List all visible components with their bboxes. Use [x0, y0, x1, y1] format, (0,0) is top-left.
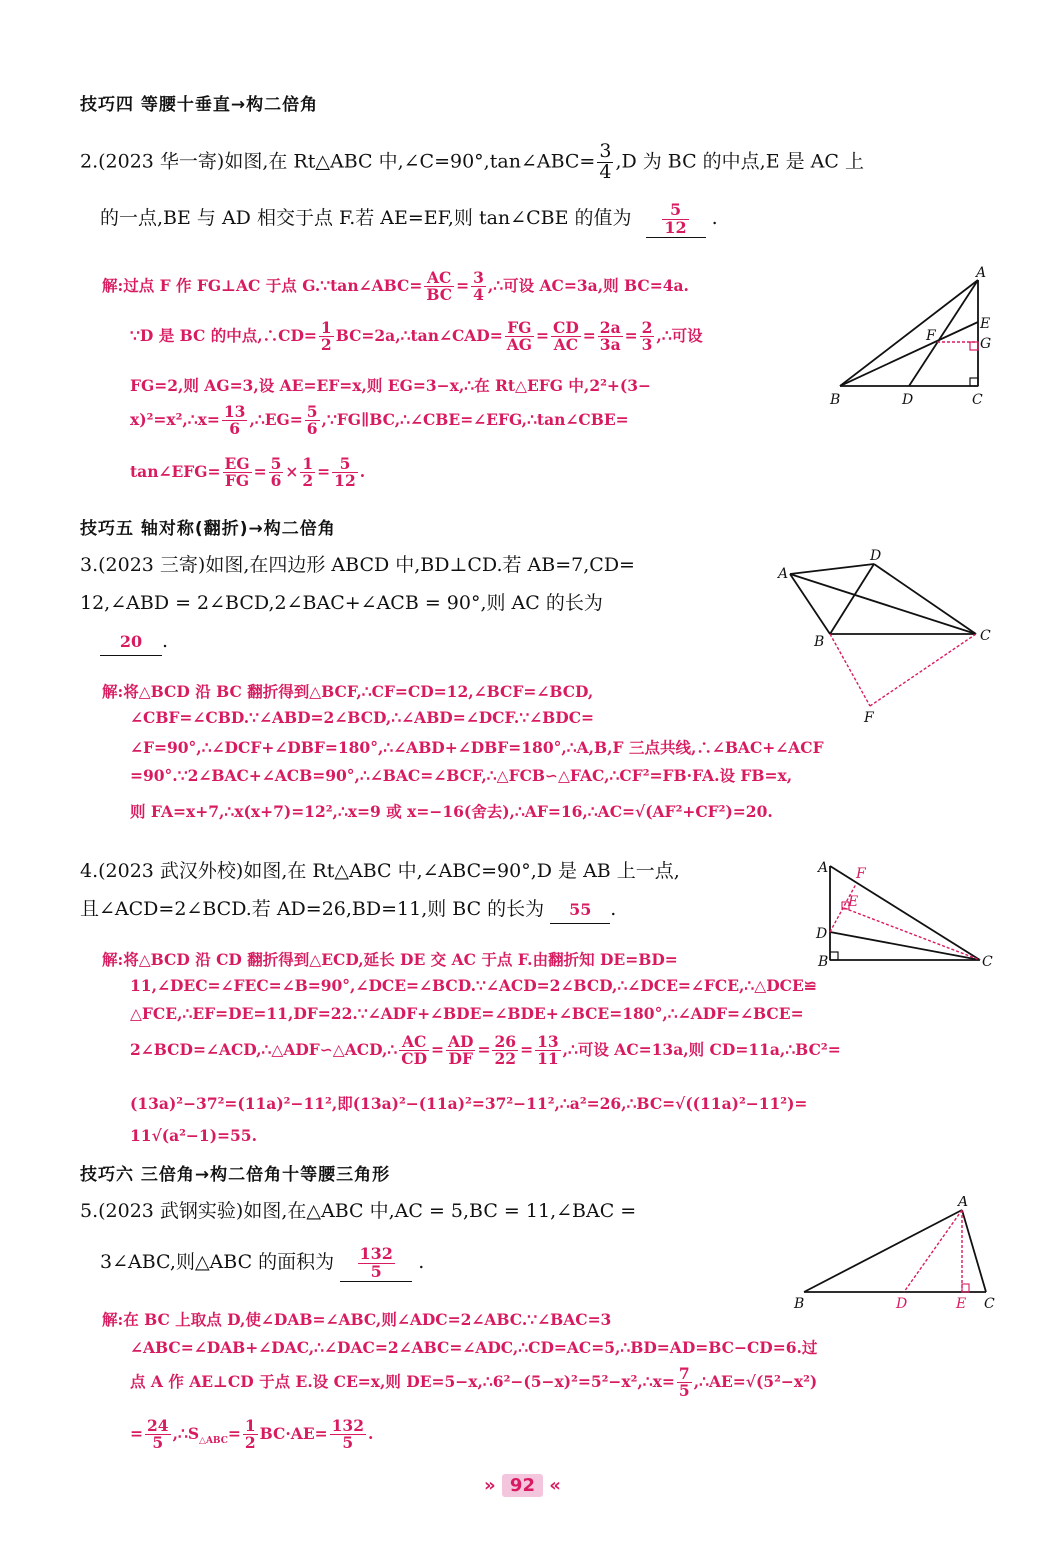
label-A: A	[958, 1196, 969, 1210]
problem-4-line-2: 且∠ACD=2∠BCD.若 AD=26,BD=11,则 BC 的长为 55 .	[80, 896, 616, 924]
label-F: F	[926, 328, 936, 344]
problem-5-line-2: 3∠ABC,则△ABC 的面积为 $\frac{132}{5}$ .	[100, 1244, 425, 1281]
answer-blank-4: 55	[550, 897, 610, 924]
solution-4-line-3: △FCE,∴EF=DE=11,DF=22.∵∠ADF+∠BDE=∠BDE+∠BCE=180°,∴∠ADF=∠BCE=	[130, 1004, 804, 1023]
problem-3-line-1: 3.(2023 三寄)如图,在四边形 ABCD 中,BD⊥CD.若 AB=7,CD=	[80, 554, 635, 576]
solution-2-line-4: x)²=x²,∴x= $\frac{13}{6}$ ,∴EG= $\frac{5}{6}$ ,∵FG∥BC,∴∠CBE=∠EFG,∴tan∠CBE=	[130, 402, 629, 439]
label-C: C	[982, 954, 993, 970]
answer-blank-5: $\frac{132}{5}$	[340, 1246, 412, 1282]
label-D: D	[870, 548, 882, 564]
fraction-3-4: $\frac{3}{4}$	[599, 140, 612, 183]
problem-2-text-a: 2.(2023 华一寄)如图,在 Rt△ABC 中,∠C=90°,tan∠ABC=	[80, 150, 596, 173]
figure-problem-4	[812, 856, 1002, 972]
solution-2-line-1: 解:过点 F 作 FG⊥AC 于点 G.∵tan∠ABC= $\frac{AC}{BC}$ = $\frac{3}{4}$ ,∴可设 AC=3a,则 BC=4a.	[102, 268, 689, 305]
solution-5-line-1: 解:在 BC 上取点 D,使∠DAB=∠ABC,则∠ADC=2∠ABC.∵∠BAC=3	[102, 1310, 612, 1329]
label-A: A	[778, 566, 789, 582]
double-chevron-left-icon: «	[549, 1475, 561, 1496]
label-F: F	[856, 866, 866, 882]
solution-4-line-1: 解:将△BCD 沿 CD 翻折得到△ECD,延长 DE 交 AC 于点 F.由翻折知 DE=BD=	[102, 950, 678, 969]
solution-3-line-5: 则 FA=x+7,∴x(x+7)=12²,∴x=9 或 x=−16(舍去),∴AF=16,∴AC=√(AF²+CF²)=20.	[130, 802, 773, 821]
label-F: F	[864, 710, 874, 726]
solution-3-line-2: ∠CBF=∠CBD.∵∠ABD=2∠BCD,∴∠ABD=∠DCF.∵∠BDC=	[130, 708, 595, 727]
label-D: D	[816, 926, 828, 942]
label-A: A	[818, 860, 829, 876]
figure-problem-3	[776, 546, 998, 726]
solution-5-line-2: ∠ABC=∠DAB+∠DAC,∴∠DAC=2∠ABC=∠ADC,∴CD=AC=5,∴BD=AD=BC−CD=6.过	[130, 1338, 818, 1357]
label-G: G	[980, 336, 992, 352]
label-D: D	[896, 1296, 908, 1312]
problem-4-line-1: 4.(2023 武汉外校)如图,在 Rt△ABC 中,∠ABC=90°,D 是 AB 上一点,	[80, 860, 680, 882]
problem-2-line-2: 的一点,BE 与 AD 相交于点 F.若 AE=EF,则 tan∠CBE 的值为 $\frac{5}{12}$ .	[100, 200, 718, 237]
solution-5-line-3: 点 A 作 AE⊥CD 于点 E.设 CE=x,则 DE=5−x,∴6²−(5−x)²=5²−x²,∴x= $\frac{7}{5}$ ,∴AE=√(5²−x²)	[130, 1364, 818, 1401]
label-E: E	[980, 316, 991, 332]
label-E: E	[956, 1296, 967, 1312]
solution-5-line-4: = $\frac{24}{5}$ $,\therefore S_{\triangle ABC}=$ $\frac{1}{2}$ BC·AE= $\frac{132}{5}$ .	[130, 1416, 374, 1453]
solution-4-line-4: 2∠BCD=∠ACD,∴△ADF∽△ACD,∴ $\frac{AC}{CD}$ = $\frac{AD}{DF}$ = $\frac{26}{22}$ = $\frac{13}{11}$ ,∴可设 AC=13a,则 CD=11a,∴BC²=	[130, 1032, 841, 1069]
solution-3-line-3: ∠F=90°,∴∠DCF+∠DBF=180°,∴∠ABD+∠DBF=180°,∴A,B,F 三点共线,∴∠BAC+∠ACF	[130, 738, 824, 757]
solution-4-line-2: 11,∠DEC=∠FEC=∠B=90°,∠DCE=∠BCD.∵∠ACD=2∠BCD,∴∠DCE=∠FCE,∴△DCE≌	[130, 976, 817, 995]
page-number: 92	[502, 1474, 543, 1497]
label-C: C	[984, 1296, 995, 1312]
double-chevron-right-icon: »	[484, 1475, 496, 1496]
label-B: B	[794, 1296, 805, 1312]
solution-3-line-1: 解:将△BCD 沿 BC 翻折得到△BCF,∴CF=CD=12,∠BCF=∠BCD,	[102, 682, 594, 701]
figure-problem-2	[826, 262, 996, 412]
section-heading-4: 技巧四 等腰十垂直→构二倍角	[80, 95, 319, 115]
page-number-badge	[484, 1474, 561, 1497]
solution-3-line-4: =90°.∵2∠BAC+∠ACB=90°,∴∠BAC=∠BCF,∴△FCB∽△FAC,∴CF²=FB·FA.设 FB=x,	[130, 766, 793, 785]
label-B: B	[814, 634, 825, 650]
solution-2-line-2: ∵D 是 BC 的中点,∴CD= $\frac{1}{2}$ BC=2a,∴tan∠CAD= $\frac{FG}{AG}$ = $\frac{CD}{AC}$ = $\frac{2a}{3a}$ = $\frac{2}{3}$ ,∴可设	[130, 318, 703, 355]
answer-blank-2: $\frac{5}{12}$	[646, 202, 706, 238]
problem-3-line-2: 12,∠ABD = 2∠BCD,2∠BAC+∠ACB = 90°,则 AC 的长为	[80, 592, 603, 614]
label-C: C	[972, 392, 983, 408]
problem-3-line-3: 20 .	[100, 628, 168, 656]
problem-2-text-b: ,D 为 BC 的中点,E 是 AC 上	[615, 150, 864, 173]
solution-2-line-3: FG=2,则 AG=3,设 AE=EF=x,则 EG=3−x,∴在 Rt△EFG 中,2²+(3−	[130, 376, 651, 395]
label-B: B	[818, 954, 829, 970]
problem-2-line-1	[80, 142, 864, 183]
label-C: C	[980, 628, 991, 644]
answer-blank-3: 20	[100, 629, 162, 656]
figure-problem-5	[792, 1196, 1002, 1314]
solution-4-line-5: (13a)²−37²=(11a)²−11²,即(13a)²−(11a)²=37²−11²,∴a²=26,∴BC=√((11a)²−11²)=	[130, 1094, 808, 1113]
section-heading-5: 技巧五 轴对称(翻折)→构二倍角	[80, 519, 336, 539]
label-A: A	[976, 265, 987, 281]
label-E: E	[848, 894, 859, 910]
solution-4-line-6: 11√(a²−1)=55.	[130, 1126, 257, 1145]
solution-2-line-5: tan∠EFG= $\frac{EG}{FG}$ = $\frac{5}{6}$ × $\frac{1}{2}$ = $\frac{5}{12}$ .	[130, 454, 366, 491]
section-heading-6: 技巧六 三倍角→构二倍角十等腰三角形	[80, 1165, 391, 1185]
problem-5-line-1: 5.(2023 武钢实验)如图,在△ABC 中,AC = 5,BC = 11,∠BAC =	[80, 1200, 637, 1222]
label-B: B	[830, 392, 841, 408]
label-D: D	[902, 392, 914, 408]
